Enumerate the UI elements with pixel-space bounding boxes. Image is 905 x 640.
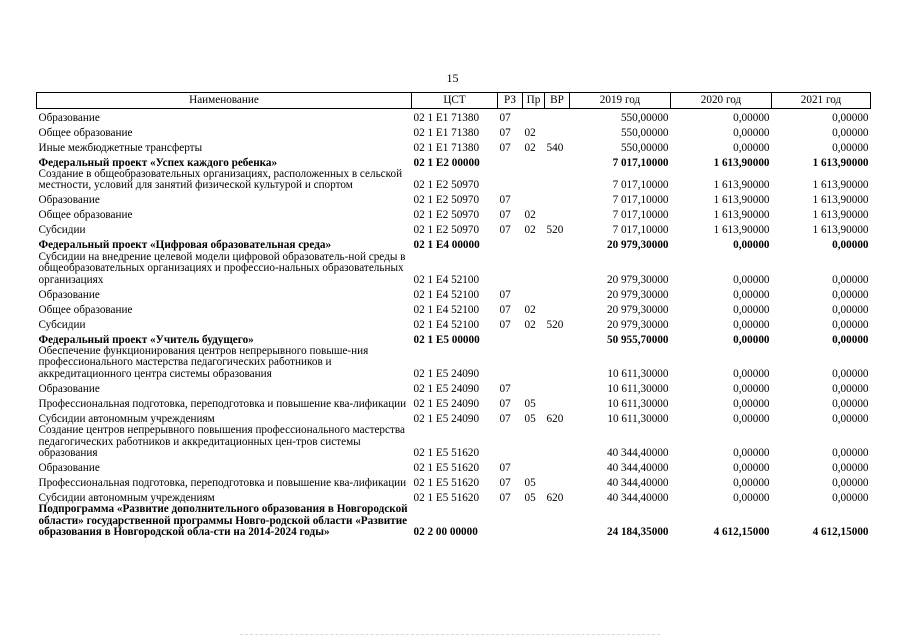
cell-y2019: 10 611,30000 xyxy=(607,382,669,395)
cell-y2020: 0,00000 xyxy=(733,492,770,505)
cell-cst: 02 1 E5 24090 xyxy=(413,382,480,395)
cell-y2020: 1 613,90000 xyxy=(713,194,770,207)
cell-y2021: 0,00000 xyxy=(832,367,869,380)
cell-y2021: 0,00000 xyxy=(832,273,869,286)
cell-y2019: 550,00000 xyxy=(620,141,669,154)
cell-rz: 07 xyxy=(499,477,511,490)
cell-cst: 02 1 E1 71380 xyxy=(413,111,480,124)
cell-cst: 02 1 E4 52100 xyxy=(413,273,480,286)
cell-name: Общее образование xyxy=(38,303,133,316)
cell-pr: 05 xyxy=(524,477,536,490)
cell-y2020: 0,00000 xyxy=(733,397,770,410)
cell-y2019: 20 979,30000 xyxy=(606,303,669,316)
table-row xyxy=(37,504,871,538)
table-row xyxy=(37,331,871,346)
cell-rz xyxy=(498,504,523,538)
cell-vr xyxy=(545,207,570,222)
cell-name: Образование xyxy=(38,462,100,475)
cell-pr xyxy=(523,109,545,125)
cell-y2019: 40 344,40000 xyxy=(606,477,669,490)
cell-y2021: 0,00000 xyxy=(832,303,869,316)
cell-vr xyxy=(545,301,570,316)
cell-vr: 540 xyxy=(546,141,564,154)
cell-vr xyxy=(545,237,570,252)
cell-vr xyxy=(545,331,570,346)
cell-y2020: 0,00000 xyxy=(733,447,770,460)
cell-y2020: 4 612,15000 xyxy=(713,526,770,539)
cell-y2019: 24 184,35000 xyxy=(606,526,669,539)
cell-vr: 620 xyxy=(546,412,564,425)
cell-y2020: 0,00000 xyxy=(733,141,770,154)
header-2019: 2019 год xyxy=(570,93,671,109)
cell-rz xyxy=(498,237,523,252)
cell-cst: 02 1 E5 51620 xyxy=(413,447,480,460)
table-row xyxy=(37,222,871,237)
table-row xyxy=(37,301,871,316)
cell-pr: 02 xyxy=(524,318,536,331)
cell-y2019: 40 344,40000 xyxy=(606,492,669,505)
cell-rz xyxy=(498,346,523,380)
cell-y2020: 1 613,90000 xyxy=(713,156,770,169)
cell-name: Профессиональная подготовка, переподготовка и повышение ква-лификации xyxy=(38,477,407,490)
cell-cst: 02 1 E2 00000 xyxy=(413,156,480,169)
cell-y2019: 20 979,30000 xyxy=(606,288,669,301)
cell-name: Создание центров непрерывного повышения профессионального мастерства педагогических работников и аккредитационных цен-тров системы образования xyxy=(38,424,405,460)
cell-pr xyxy=(523,425,545,459)
cell-y2021: 4 612,15000 xyxy=(812,526,869,539)
cell-vr xyxy=(545,459,570,474)
cell-y2020: 1 613,90000 xyxy=(713,209,770,222)
header-pr: Пр xyxy=(523,93,545,109)
cell-vr: 520 xyxy=(546,224,564,237)
cell-cst: 02 1 E5 00000 xyxy=(413,333,480,346)
cell-cst: 02 1 E4 52100 xyxy=(413,303,480,316)
cell-pr: 05 xyxy=(524,492,536,505)
cell-pr xyxy=(523,252,545,286)
cell-vr: 520 xyxy=(546,318,564,331)
cell-pr xyxy=(523,459,545,474)
cell-y2019: 10 611,30000 xyxy=(607,397,669,410)
cell-y2021: 0,00000 xyxy=(832,447,869,460)
cell-rz: 07 xyxy=(499,288,511,301)
cell-name: Общее образование xyxy=(38,126,133,139)
table-row xyxy=(37,380,871,395)
cell-y2021: 0,00000 xyxy=(832,111,869,124)
cell-y2021: 0,00000 xyxy=(832,318,869,331)
cell-name: Федеральный проект «Успех каждого ребенка» xyxy=(38,156,278,169)
cell-y2019: 20 979,30000 xyxy=(606,239,669,252)
cell-rz: 07 xyxy=(499,209,511,222)
table-row xyxy=(37,252,871,286)
cell-y2020: 0,00000 xyxy=(733,367,770,380)
cell-vr xyxy=(545,286,570,301)
table-row xyxy=(37,207,871,222)
cell-name: Обеспечение функционирования центров непрерывного повыше-ния профессионального мастерства педагогических работников и аккредитационного центра системы образования xyxy=(38,345,369,380)
cell-rz: 07 xyxy=(499,412,511,425)
cell-cst: 02 1 E4 52100 xyxy=(413,288,480,301)
cell-rz xyxy=(498,331,523,346)
cell-rz: 07 xyxy=(499,111,511,124)
cell-y2021: 0,00000 xyxy=(832,477,869,490)
header-cst: ЦСТ xyxy=(412,93,498,109)
cell-rz: 07 xyxy=(499,303,511,316)
cell-y2020: 0,00000 xyxy=(733,333,770,346)
cell-y2021: 0,00000 xyxy=(832,333,869,346)
table-body xyxy=(37,109,871,539)
cell-name: Федеральный проект «Цифровая образовательная среда» xyxy=(38,239,332,252)
cell-y2019: 10 611,30000 xyxy=(607,367,669,380)
cell-rz xyxy=(498,169,523,192)
cell-y2019: 10 611,30000 xyxy=(607,412,669,425)
cell-y2020: 0,00000 xyxy=(733,288,770,301)
cell-vr xyxy=(545,474,570,489)
cell-cst: 02 1 E5 24090 xyxy=(413,367,480,380)
cell-cst: 02 1 E2 50970 xyxy=(413,209,480,222)
table-row xyxy=(37,139,871,154)
header-vr: ВР xyxy=(545,93,570,109)
cell-rz: 07 xyxy=(499,141,511,154)
cell-rz: 07 xyxy=(499,397,511,410)
cell-pr xyxy=(523,346,545,380)
cell-vr xyxy=(545,252,570,286)
cell-y2020: 0,00000 xyxy=(733,412,770,425)
cell-y2019: 7 017,10000 xyxy=(612,156,669,169)
cell-name: Общее образование xyxy=(38,209,133,222)
cell-y2020: 0,00000 xyxy=(733,126,770,139)
cell-y2019: 20 979,30000 xyxy=(606,318,669,331)
cell-y2021: 1 613,90000 xyxy=(812,194,869,207)
cell-cst: 02 1 E5 51620 xyxy=(413,462,480,475)
cell-vr xyxy=(545,395,570,410)
cell-vr xyxy=(545,192,570,207)
cell-vr xyxy=(545,109,570,125)
scan-artifact-line xyxy=(240,634,660,636)
cell-name: Федеральный проект «Учитель будущего» xyxy=(38,333,254,346)
table-row xyxy=(37,425,871,459)
cell-y2019: 550,00000 xyxy=(620,111,669,124)
header-2021: 2021 год xyxy=(772,93,871,109)
cell-pr xyxy=(523,286,545,301)
cell-rz xyxy=(498,252,523,286)
cell-y2020: 0,00000 xyxy=(733,477,770,490)
cell-y2021: 0,00000 xyxy=(832,412,869,425)
table-row xyxy=(37,459,871,474)
cell-vr xyxy=(545,169,570,192)
cell-y2019: 40 344,40000 xyxy=(606,447,669,460)
cell-y2020: 1 613,90000 xyxy=(713,224,770,237)
header-rz: РЗ xyxy=(498,93,523,109)
cell-name: Субсидии на внедрение целевой модели цифровой образователь-ной среды в общеобразовательных организациях и профессио-нальных образовательных организациях xyxy=(38,250,406,286)
table-row xyxy=(37,410,871,425)
table-row xyxy=(37,474,871,489)
cell-y2021: 1 613,90000 xyxy=(812,224,869,237)
cell-pr xyxy=(523,169,545,192)
cell-vr xyxy=(545,504,570,538)
cell-name: Субсидии xyxy=(38,318,86,331)
cell-name: Субсидии xyxy=(38,224,86,237)
cell-y2021: 0,00000 xyxy=(832,462,869,475)
table-row xyxy=(37,237,871,252)
cell-y2020: 0,00000 xyxy=(733,239,770,252)
cell-cst: 02 1 E5 24090 xyxy=(413,412,480,425)
table-row xyxy=(37,192,871,207)
cell-rz: 07 xyxy=(499,382,511,395)
cell-y2021: 0,00000 xyxy=(832,126,869,139)
cell-y2019: 7 017,10000 xyxy=(612,194,669,207)
cell-name: Создание в общеобразовательных организациях, расположенных в сельской местности, условий для занятий физической культурой и спортом xyxy=(38,168,403,192)
cell-pr xyxy=(523,504,545,538)
cell-pr: 05 xyxy=(524,397,536,410)
cell-rz: 07 xyxy=(499,318,511,331)
cell-y2021: 0,00000 xyxy=(832,288,869,301)
cell-cst: 02 1 E1 71380 xyxy=(413,126,480,139)
cell-cst: 02 1 E1 71380 xyxy=(413,141,480,154)
table-row xyxy=(37,169,871,192)
cell-pr: 02 xyxy=(524,224,536,237)
cell-pr xyxy=(523,237,545,252)
cell-pr: 02 xyxy=(524,141,536,154)
cell-pr: 02 xyxy=(524,209,536,222)
table-row xyxy=(37,316,871,331)
header-2020: 2020 год xyxy=(671,93,772,109)
cell-y2021: 0,00000 xyxy=(832,492,869,505)
cell-rz: 07 xyxy=(499,462,511,475)
table-row xyxy=(37,346,871,380)
cell-y2019: 50 955,70000 xyxy=(606,333,669,346)
table-row xyxy=(37,489,871,504)
page-number: 15 xyxy=(446,71,459,85)
cell-rz: 07 xyxy=(499,194,511,207)
table-row xyxy=(37,124,871,139)
cell-pr xyxy=(523,380,545,395)
cell-cst: 02 1 E5 51620 xyxy=(413,477,480,490)
table-row xyxy=(37,395,871,410)
cell-y2020: 0,00000 xyxy=(733,382,770,395)
cell-vr xyxy=(545,380,570,395)
cell-y2020: 0,00000 xyxy=(733,318,770,331)
cell-cst: 02 1 E2 50970 xyxy=(413,224,480,237)
table-row xyxy=(37,286,871,301)
cell-y2019: 7 017,10000 xyxy=(612,224,669,237)
cell-vr xyxy=(545,154,570,169)
cell-cst: 02 1 E5 51620 xyxy=(413,492,480,505)
cell-pr: 02 xyxy=(524,303,536,316)
cell-vr xyxy=(545,425,570,459)
cell-name: Образование xyxy=(38,382,100,395)
table-row xyxy=(37,154,871,169)
table-row xyxy=(37,109,871,125)
cell-cst: 02 1 E4 52100 xyxy=(413,318,480,331)
cell-y2019: 550,00000 xyxy=(620,126,669,139)
cell-y2021: 1 613,90000 xyxy=(812,156,869,169)
cell-pr: 05 xyxy=(524,412,536,425)
budget-table xyxy=(36,92,871,539)
cell-rz: 07 xyxy=(499,492,511,505)
cell-pr: 02 xyxy=(524,126,536,139)
cell-y2021: 0,00000 xyxy=(832,382,869,395)
cell-name: Образование xyxy=(38,111,100,124)
cell-cst: 02 2 00 00000 xyxy=(413,526,478,539)
cell-name: Образование xyxy=(38,194,100,207)
cell-vr: 620 xyxy=(546,492,564,505)
cell-pr xyxy=(523,192,545,207)
cell-y2021: 0,00000 xyxy=(832,397,869,410)
cell-rz xyxy=(498,154,523,169)
cell-y2021: 1 613,90000 xyxy=(812,209,869,222)
cell-cst: 02 1 E5 24090 xyxy=(413,397,480,410)
cell-vr xyxy=(545,346,570,380)
cell-pr xyxy=(523,331,545,346)
cell-pr xyxy=(523,154,545,169)
cell-y2021: 0,00000 xyxy=(832,239,869,252)
cell-y2020: 0,00000 xyxy=(733,111,770,124)
cell-rz: 07 xyxy=(499,126,511,139)
cell-name: Подпрограмма «Развитие дополнительного образования в Новгородской области» государственной программы Новго-родской области «Развитие образования в Новгородской обла-сти на 2014-2024 годы» xyxy=(38,503,408,539)
cell-rz: 07 xyxy=(499,224,511,237)
cell-y2019: 20 979,30000 xyxy=(606,273,669,286)
cell-y2020: 0,00000 xyxy=(733,273,770,286)
header-name: Наименование xyxy=(37,93,412,109)
cell-y2020: 0,00000 xyxy=(733,462,770,475)
cell-y2019: 7 017,10000 xyxy=(612,179,669,192)
cell-y2020: 1 613,90000 xyxy=(713,179,770,192)
cell-y2019: 40 344,40000 xyxy=(606,462,669,475)
cell-name: Профессиональная подготовка, переподготовка и повышение ква-лификации xyxy=(38,397,407,410)
cell-y2020: 0,00000 xyxy=(733,303,770,316)
cell-name: Иные межбюджетные трансферты xyxy=(38,141,203,154)
cell-y2021: 0,00000 xyxy=(832,141,869,154)
table-header-row xyxy=(37,93,871,109)
cell-name: Образование xyxy=(38,288,100,301)
cell-name: Субсидии автономным учреждениям xyxy=(38,412,215,425)
cell-cst: 02 1 E2 50970 xyxy=(413,194,480,207)
cell-y2021: 1 613,90000 xyxy=(812,179,869,192)
cell-name: Субсидии автономным учреждениям xyxy=(38,492,215,505)
cell-rz xyxy=(498,425,523,459)
cell-vr xyxy=(545,124,570,139)
cell-y2019: 7 017,10000 xyxy=(612,209,669,222)
cell-cst: 02 1 E2 50970 xyxy=(413,179,480,192)
cell-cst: 02 1 E4 00000 xyxy=(413,239,480,252)
